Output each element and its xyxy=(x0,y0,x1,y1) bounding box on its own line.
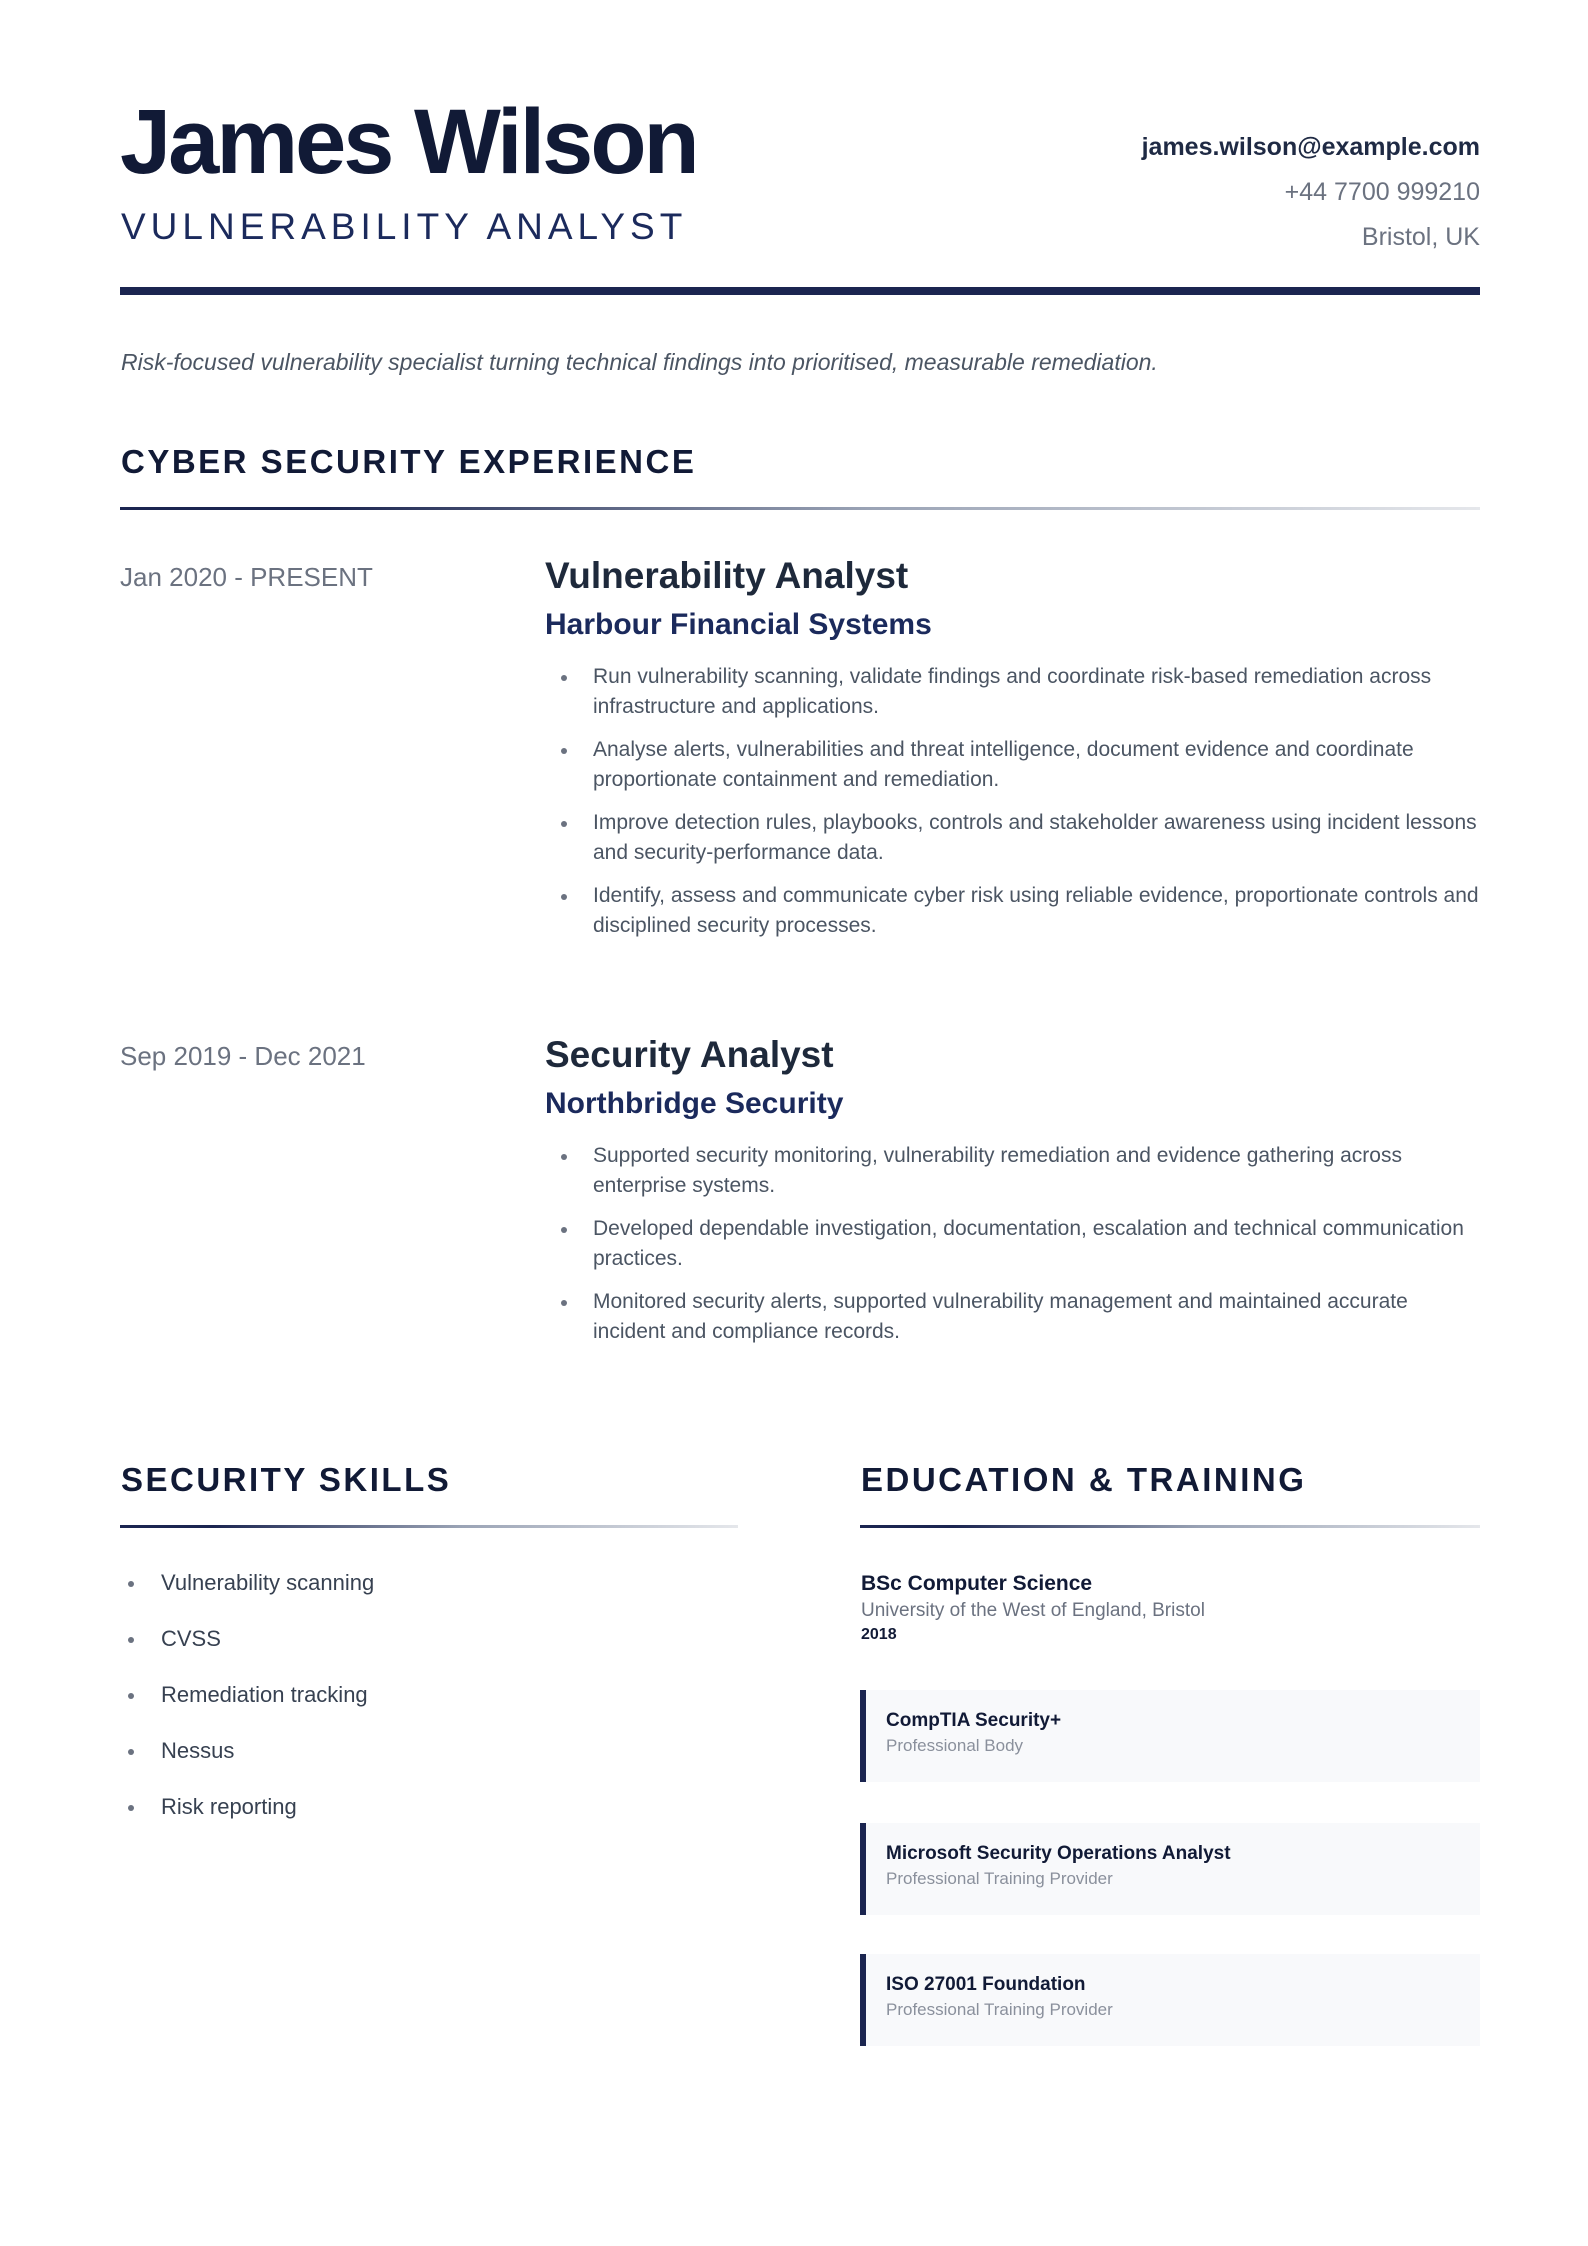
job-bullet: Identify, assess and communicate cyber risk using reliable evidence, proportionate controls and disciplined security processes. xyxy=(545,881,1485,941)
skill-item: Risk reporting xyxy=(120,1792,374,1848)
job-title: Security Analyst xyxy=(545,1034,834,1075)
certification-card xyxy=(860,1954,1480,2046)
education-divider xyxy=(860,1525,1480,1528)
job-company: Northbridge Security xyxy=(545,1087,844,1120)
skill-item: CVSS xyxy=(120,1624,374,1680)
job-bullet: Supported security monitoring, vulnerability remediation and evidence gathering across enterprise systems. xyxy=(545,1141,1485,1201)
degree-institution: University of the West of England, Bristol xyxy=(861,1600,1205,1621)
education-heading: EDUCATION & TRAINING xyxy=(861,1461,1307,1498)
certification-name: Microsoft Security Operations Analyst xyxy=(886,1843,1231,1864)
skills-list xyxy=(120,1568,374,1848)
certification-provider: Professional Training Provider xyxy=(886,2000,1113,2019)
certification-name: CompTIA Security+ xyxy=(886,1710,1062,1731)
job-title: Vulnerability Analyst xyxy=(545,555,909,596)
header-divider xyxy=(120,287,1480,295)
candidate-role: VULNERABILITY ANALYST xyxy=(121,206,688,247)
certification-card xyxy=(860,1690,1480,1782)
skill-item: Vulnerability scanning xyxy=(120,1568,374,1624)
job-bullets xyxy=(545,662,1485,954)
job-dates: Sep 2019 - Dec 2021 xyxy=(120,1041,366,1071)
job-bullet: Monitored security alerts, supported vulnerability management and maintained accurate incident and compliance records. xyxy=(545,1287,1485,1347)
candidate-name: James Wilson xyxy=(120,91,697,193)
certification-name: ISO 27001 Foundation xyxy=(886,1974,1086,1995)
experience-heading: CYBER SECURITY EXPERIENCE xyxy=(121,443,697,480)
certification-provider: Professional Training Provider xyxy=(886,1869,1113,1888)
skill-item: Remediation tracking xyxy=(120,1680,374,1736)
certification-provider: Professional Body xyxy=(886,1736,1024,1755)
skills-divider xyxy=(120,1525,738,1528)
contact-phone[interactable]: +44 7700 999210 xyxy=(1284,178,1480,206)
job-bullet: Developed dependable investigation, documentation, escalation and technical communication practices. xyxy=(545,1214,1485,1274)
job-bullet: Analyse alerts, vulnerabilities and threat intelligence, document evidence and coordinate proportionate containment and remediation. xyxy=(545,735,1485,795)
profile-summary: Risk-focused vulnerability specialist turning technical findings into prioritised, measurable remediation. xyxy=(121,349,1158,375)
contact-block xyxy=(1142,130,1480,254)
contact-location: Bristol, UK xyxy=(1361,223,1480,251)
skills-heading: SECURITY SKILLS xyxy=(121,1461,452,1498)
degree-name: BSc Computer Science xyxy=(861,1572,1093,1595)
job-bullets xyxy=(545,1141,1485,1360)
degree-entry xyxy=(861,1570,1481,1646)
contact-email[interactable]: james.wilson@example.com xyxy=(1141,133,1480,161)
degree-year: 2018 xyxy=(861,1626,897,1643)
skill-item: Nessus xyxy=(120,1736,374,1792)
job-dates: Jan 2020 - PRESENT xyxy=(120,562,373,592)
job-bullet: Improve detection rules, playbooks, controls and stakeholder awareness using incident lessons and security-performance data. xyxy=(545,808,1485,868)
job-company: Harbour Financial Systems xyxy=(545,608,932,641)
certification-card xyxy=(860,1823,1480,1915)
job-bullet: Run vulnerability scanning, validate findings and coordinate risk-based remediation across infrastructure and applications. xyxy=(545,662,1485,722)
experience-divider xyxy=(120,507,1480,510)
